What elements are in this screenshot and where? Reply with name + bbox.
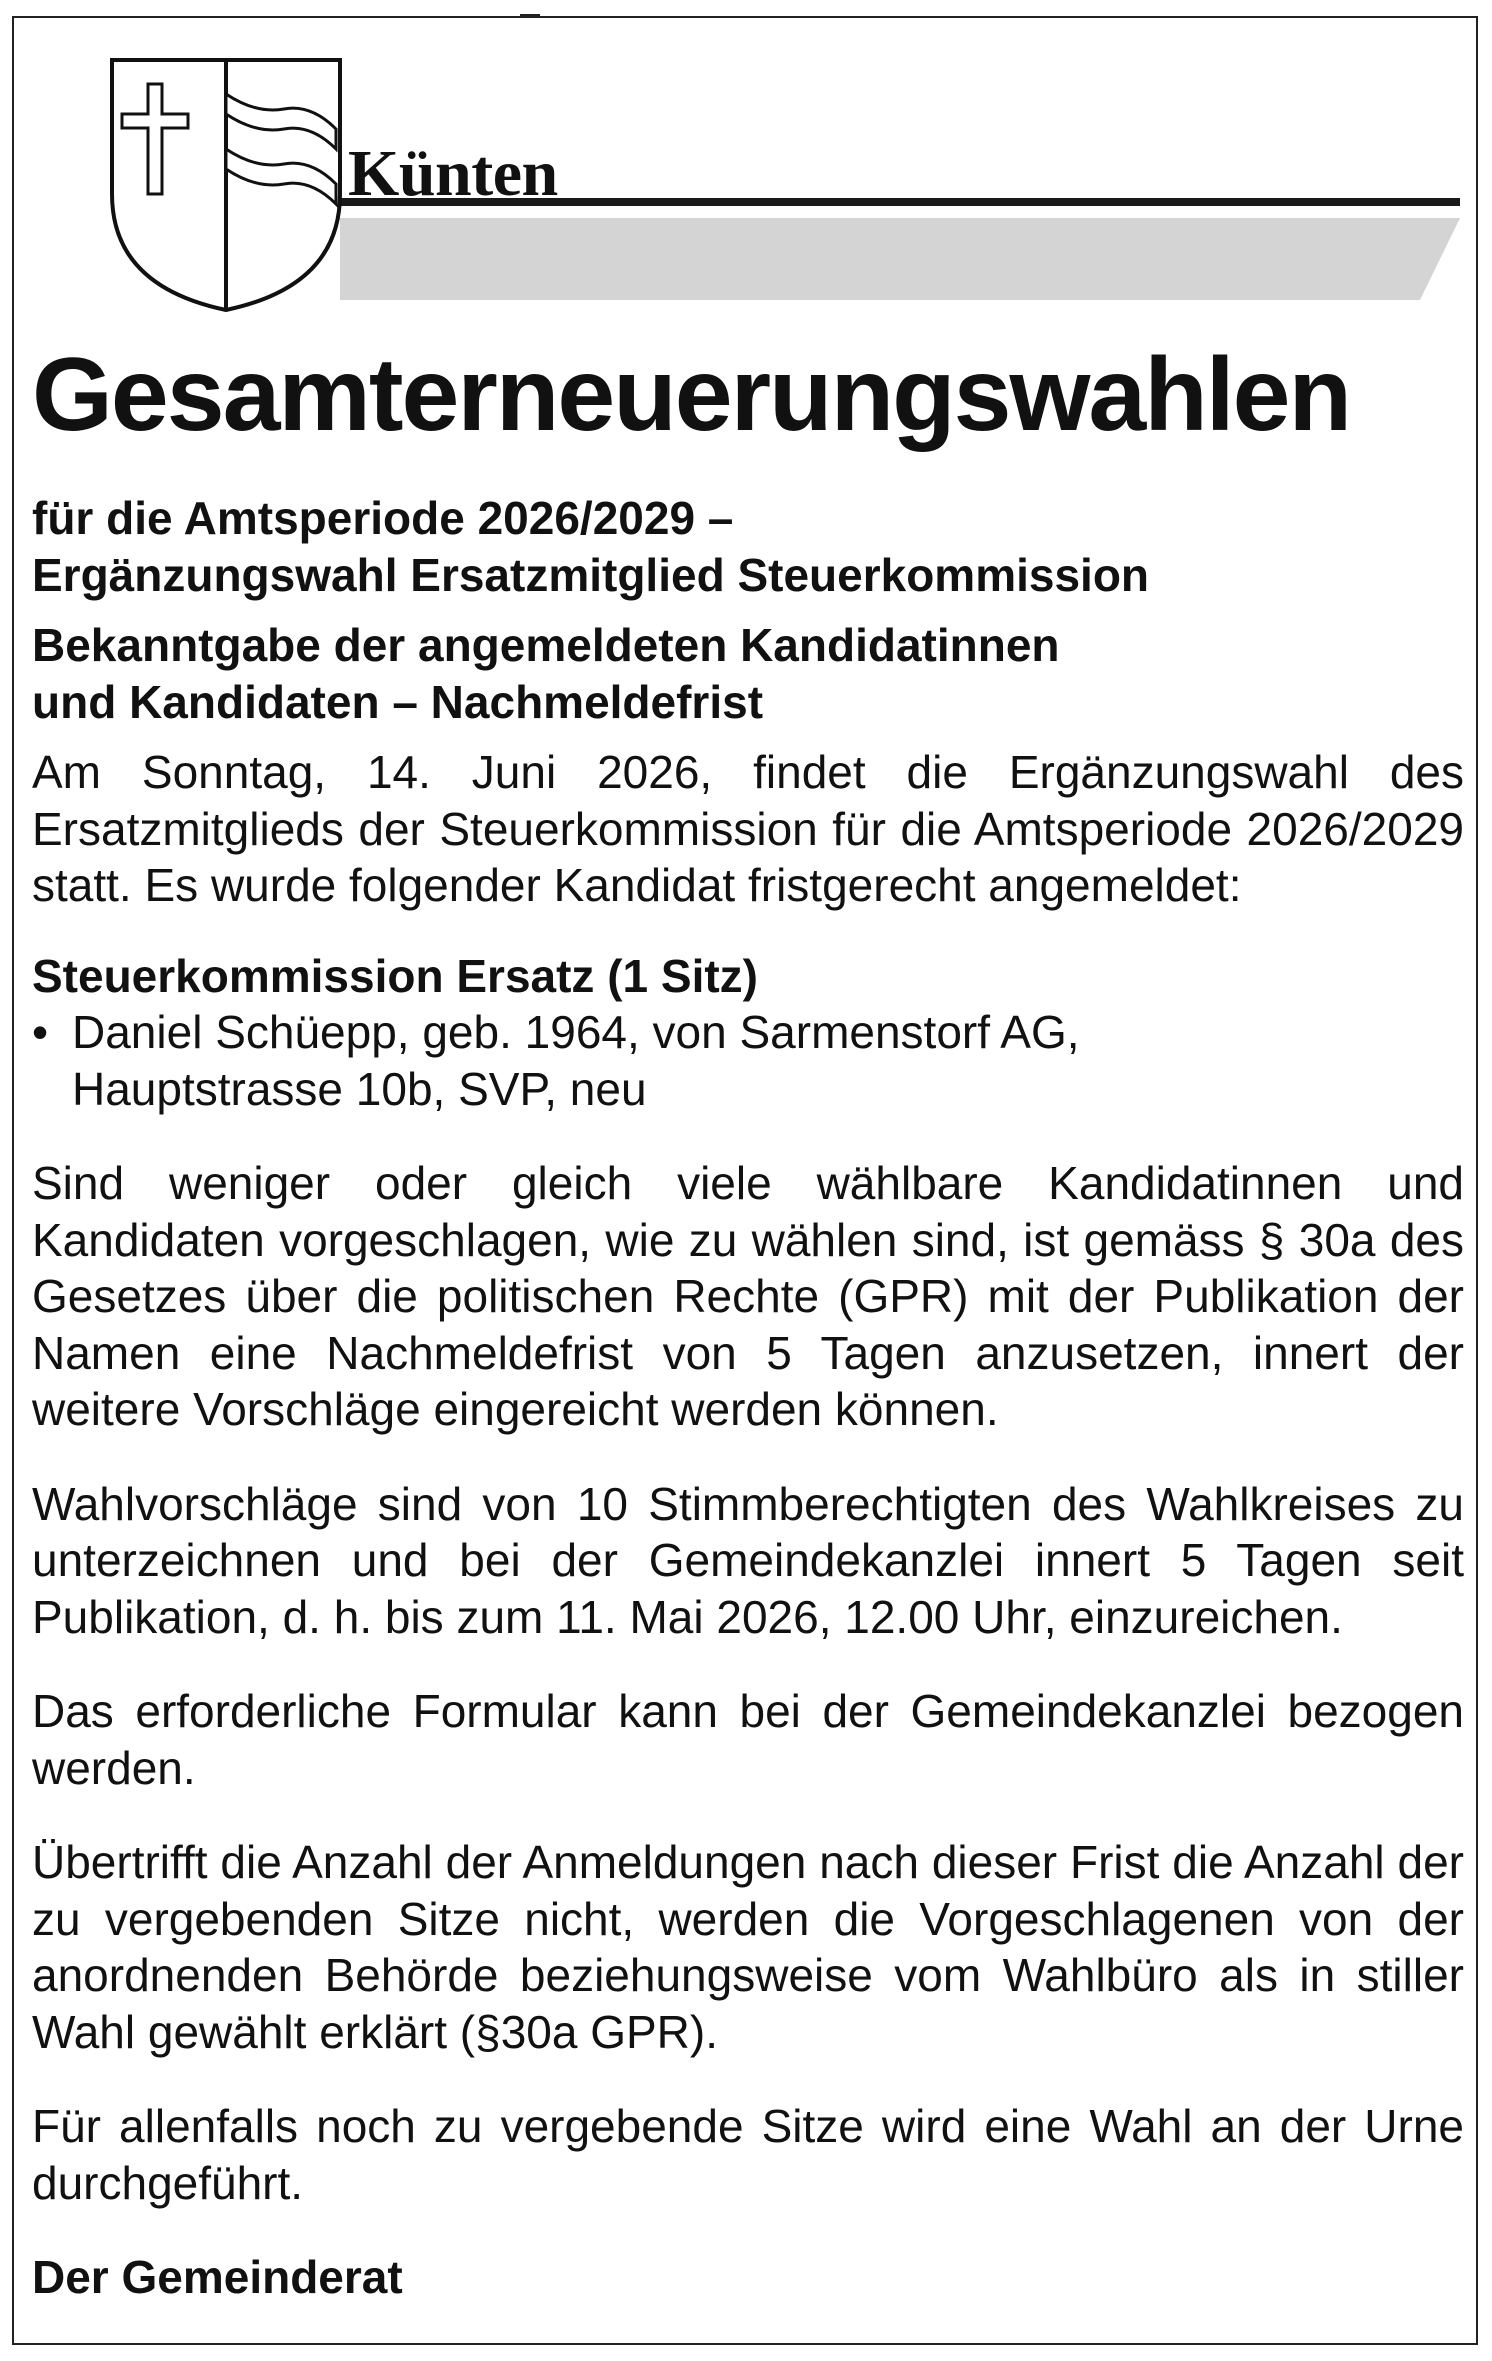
body-paragraph: Für allenfalls noch zu vergebende Sitze wird eine Wahl an der Urne durchgeführt. — [32, 2100, 1464, 2209]
cross-and-wave-crest-icon — [106, 54, 346, 316]
notice-frame — [12, 16, 1478, 2345]
body-paragraph: Übertrifft die Anzahl der Anmeldungen nach dieser Frist die Anzahl der zu vergebenden Sitze nicht, werden die Vorgeschlagenen von der anordnenden Behörde beziehungsweise vom Wahlbüro als in stiller Wahl gewählt erklärt (§30a GPR). — [32, 1836, 1464, 2058]
candidate-entry — [72, 1004, 1464, 1117]
section-heading: Steuerkommission Ersatz (1 Sitz) — [32, 949, 758, 1002]
notice-title: Gesamterneuerungswahlen — [32, 337, 1350, 453]
bullet-icon: • — [32, 1006, 49, 1058]
subtitle-line: und Kandidaten – Nachmeldefrist — [32, 675, 764, 728]
notice-body — [32, 490, 1464, 2306]
body-paragraph: Wahlvorschläge sind von 10 Stimmberechtigten des Wahlkreises zu unterzeichnen und bei der Gemeindekanzlei innert 5 Tagen seit Publikation, d. h. bis zum 11. Mai 2026, 12.00 Uhr, einzureichen. — [32, 1477, 1464, 1643]
town-name: Künten — [348, 137, 558, 210]
subtitle-line: Ergänzungswahl Ersatzmitglied Steuerkommission — [32, 548, 1150, 601]
candidate-line: Daniel Schüepp, geb. 1964, von Sarmenstorf AG, — [72, 1006, 1080, 1058]
signature: Der Gemeinderat — [32, 2251, 403, 2303]
notice-header — [14, 18, 1480, 318]
header-grey-band — [340, 218, 1460, 300]
candidate-line: Hauptstrasse 10b, SVP, neu — [72, 1062, 647, 1115]
candidate-list-item — [32, 1004, 1464, 1117]
intro-paragraph: Am Sonntag, 14. Juni 2026, findet die Ergänzungswahl des Ersatzmitglieds der Steuerkommission für die Amtsperiode 2026/2029 statt. Es wurde folgender Kandidat fristgerecht angemeldet: — [32, 746, 1464, 911]
subtitle-line: Bekanntgabe der angemeldeten Kandidatinnen — [32, 619, 1060, 671]
body-paragraph: Sind weniger oder gleich viele wählbare Kandidatinnen und Kandidaten vorgeschlagen, wie zu wählen sind, ist gemäss § 30a des Gesetzes über die politischen Rechte (GPR) mit der Publikation der Namen eine Nachmeldefrist von 5 Tagen anzusetzen, innert der weitere Vorschläge eingereicht werden können. — [32, 1157, 1464, 1435]
subtitle-line: für die Amtsperiode 2026/2029 – — [32, 492, 734, 544]
body-paragraph: Das erforderliche Formular kann bei der Gemeindekanzlei bezogen werden. — [32, 1685, 1464, 1794]
top-edge-mark — [520, 0, 540, 16]
